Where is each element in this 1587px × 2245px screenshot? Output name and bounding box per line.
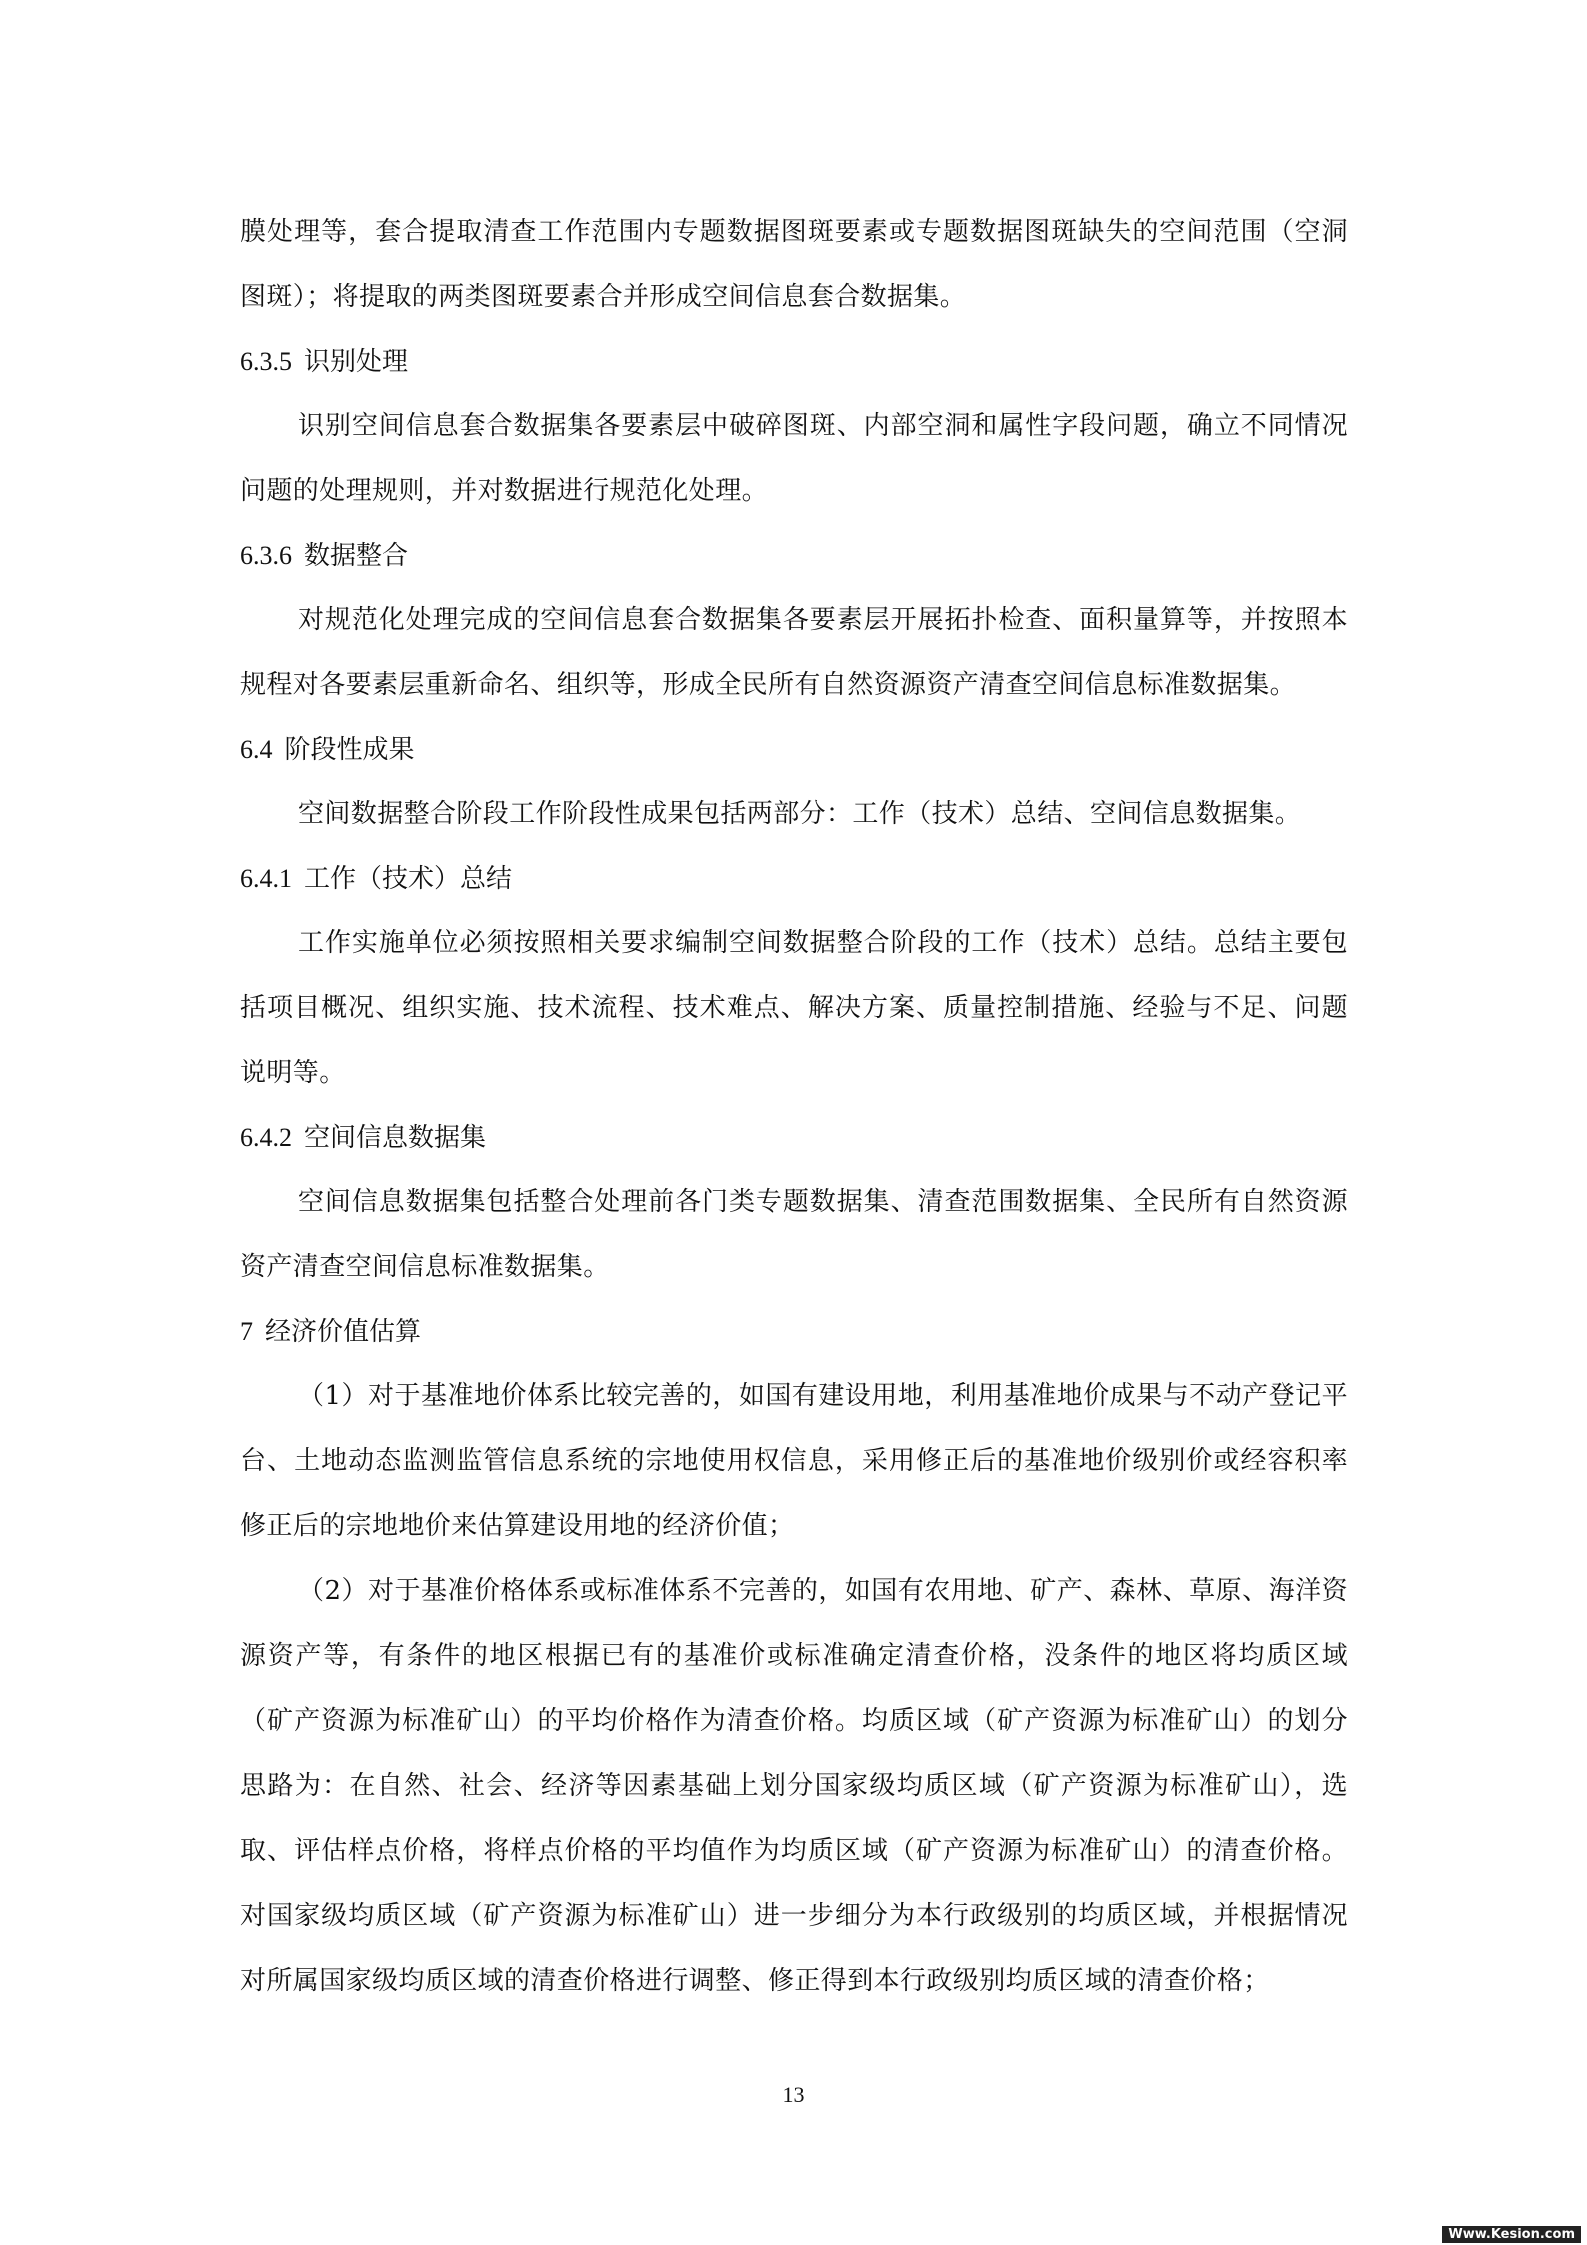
heading-number: 6.3.5	[240, 347, 292, 376]
paragraph-6-3-5: 识别空间信息套合数据集各要素层中破碎图斑、内部空洞和属性字段问题，确立不同情况问题的处理规则，并对数据进行规范化处理。	[240, 411, 1348, 506]
heading-6-4-2	[240, 1106, 1348, 1170]
paragraph-6-4-1: 工作实施单位必须按照相关要求编制空间数据整合阶段的工作（技术）总结。总结主要包括项目概况、组织实施、技术流程、技术难点、解决方案、质量控制措施、经验与不足、问题说明等。	[240, 928, 1348, 1088]
heading-number: 6.4.2	[240, 1123, 292, 1152]
paragraph-7-item-2: （2）对于基准价格体系或标准体系不完善的，如国有农用地、矿产、森林、草原、海洋资源资产等，有条件的地区根据已有的基准价或标准确定清查价格，没条件的地区将均质区域（矿产资源为标准矿山）的平均价格作为清查价格。均质区域（矿产资源为标准矿山）的划分思路为：在自然、社会、经济等因素基础上划分国家级均质区域（矿产资源为标准矿山），选取、评估样点价格，将样点价格的平均值作为均质区域（矿产资源为标准矿山）的清查价格。对国家级均质区域（矿产资源为标准矿山）进一步细分为本行政级别的均质区域，并根据情况对所属国家级均质区域的清查价格进行调整、修正得到本行政级别均质区域的清查价格；	[240, 1576, 1348, 1996]
heading-6-4	[240, 718, 1348, 782]
paragraph-6-4-2: 空间信息数据集包括整合处理前各门类专题数据集、清查范围数据集、全民所有自然资源资产清查空间信息标准数据集。	[240, 1187, 1348, 1282]
heading-number: 6.4.1	[240, 864, 292, 893]
heading-title: 数据整合	[304, 541, 409, 571]
page-content	[240, 200, 1348, 2014]
heading-6-3-6	[240, 524, 1348, 588]
paragraph-6-3-6: 对规范化处理完成的空间信息套合数据集各要素层开展拓扑检查、面积量算等，并按照本规程对各要素层重新命名、组织等，形成全民所有自然资源资产清查空间信息标准数据集。	[240, 605, 1348, 700]
heading-title: 空间信息数据集	[304, 1123, 487, 1153]
paragraph-7-item-1: （1）对于基准地价体系比较完善的，如国有建设用地，利用基准地价成果与不动产登记平台、土地动态监测监管信息系统的宗地使用权信息，采用修正后的基准地价级别价或经容积率修正后的宗地地价来估算建设用地的经济价值；	[240, 1381, 1348, 1541]
page-number: 13	[782, 2082, 805, 2107]
heading-number: 7	[240, 1317, 253, 1346]
heading-title: 工作（技术）总结	[304, 864, 513, 894]
heading-title: 阶段性成果	[284, 735, 415, 765]
heading-number: 6.3.6	[240, 541, 292, 570]
paragraph-6-4: 空间数据整合阶段工作阶段性成果包括两部分：工作（技术）总结、空间信息数据集。	[298, 799, 1302, 829]
heading-title: 经济价值估算	[265, 1317, 422, 1347]
heading-6-3-5	[240, 330, 1348, 394]
heading-title: 识别处理	[304, 347, 409, 377]
heading-6-4-1	[240, 847, 1348, 911]
paragraph-continued: 膜处理等，套合提取清查工作范围内专题数据图斑要素或专题数据图斑缺失的空间范围（空洞图斑）；将提取的两类图斑要素合并形成空间信息套合数据集。	[240, 217, 1348, 312]
site-watermark: Www.Kesion.com	[1442, 2226, 1581, 2243]
heading-7	[240, 1300, 1348, 1364]
heading-number: 6.4	[240, 735, 273, 764]
